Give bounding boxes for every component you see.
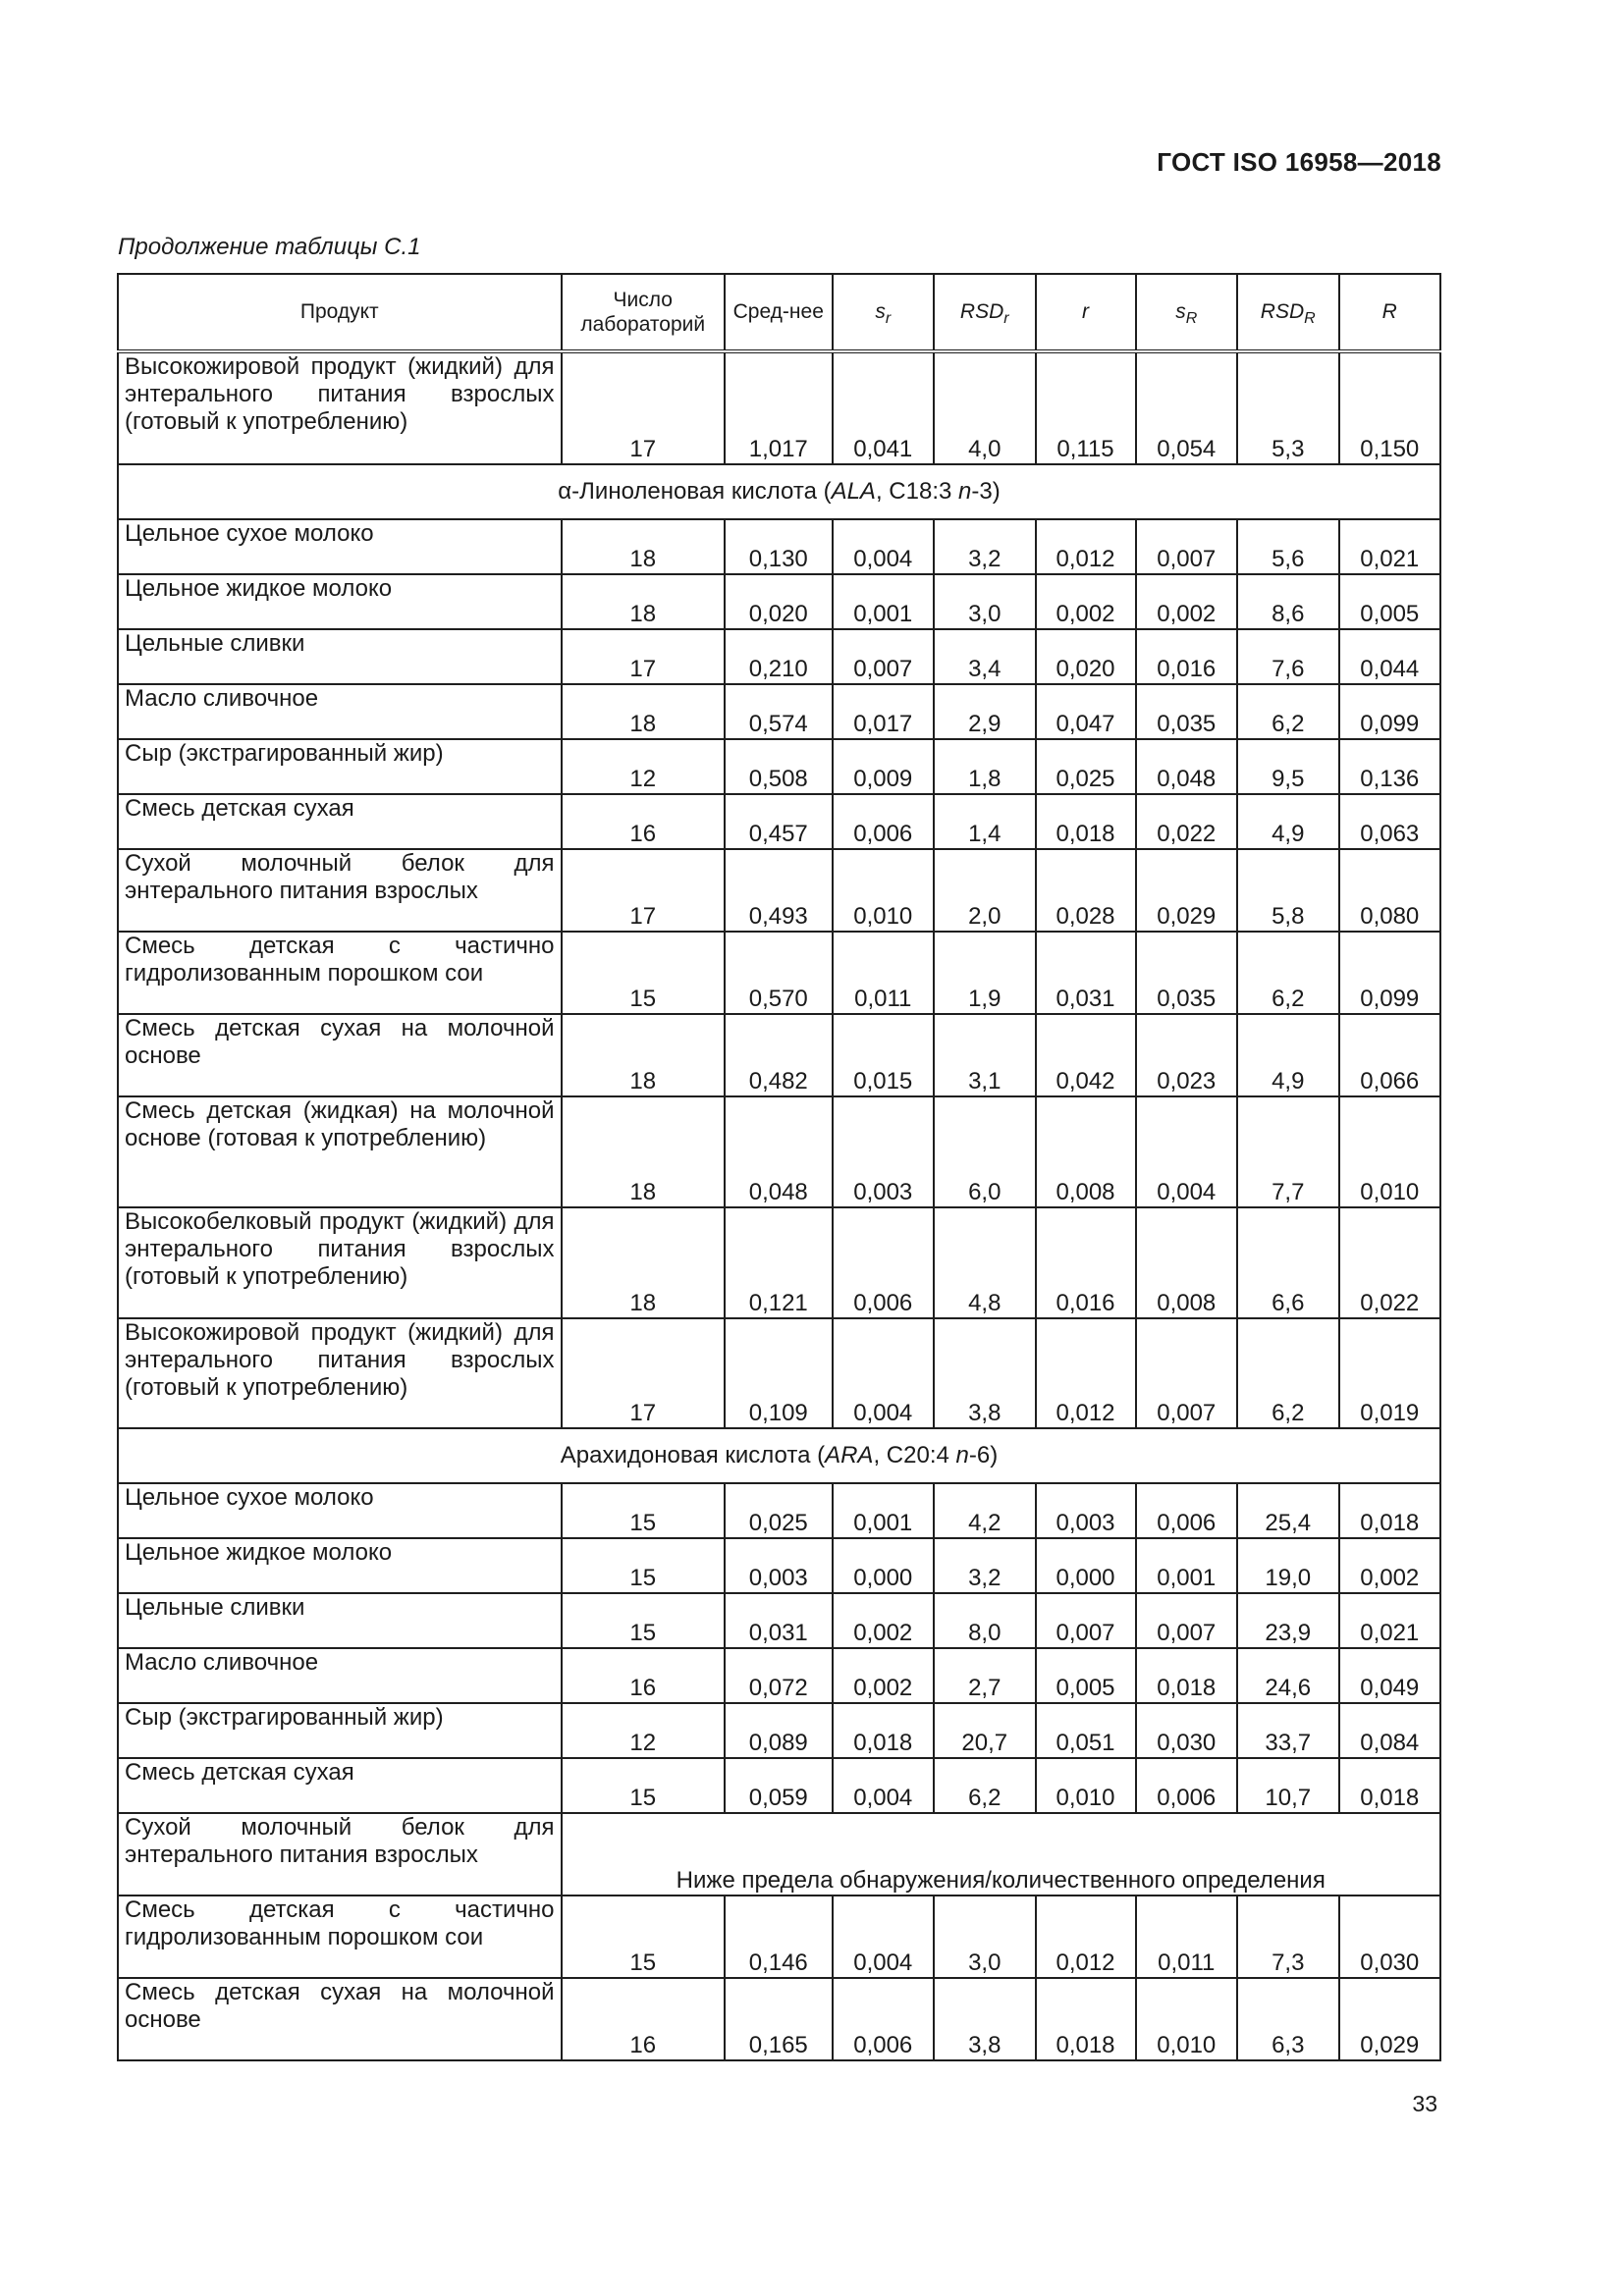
- product-cell: Смесь детская сухая: [118, 1758, 562, 1813]
- value-cell: 0,015: [833, 1014, 935, 1096]
- value-cell: 0,008: [1036, 1096, 1136, 1207]
- product-cell: Смесь детская сухая на молочной основе: [118, 1014, 562, 1096]
- value-cell: 12: [562, 1703, 726, 1758]
- table-row: [118, 519, 1440, 574]
- value-cell: 7,3: [1237, 1896, 1339, 1978]
- value-cell: 0,012: [1036, 1896, 1136, 1978]
- value-cell: 0,025: [725, 1483, 833, 1538]
- value-cell: 5,8: [1237, 849, 1339, 932]
- value-cell: 0,042: [1036, 1014, 1136, 1096]
- table-row: [118, 1813, 1440, 1896]
- value-cell: 4,2: [934, 1483, 1036, 1538]
- value-cell: 0,007: [1136, 1318, 1238, 1428]
- value-cell: 0,004: [1136, 1096, 1238, 1207]
- table-row: [118, 849, 1440, 932]
- table-row: [118, 1648, 1440, 1703]
- value-cell: 3,0: [934, 574, 1036, 629]
- value-cell: 0,004: [833, 1758, 935, 1813]
- value-cell: 0,021: [1339, 1593, 1441, 1648]
- value-cell: 10,7: [1237, 1758, 1339, 1813]
- value-cell: 17: [562, 849, 726, 932]
- value-cell: 0,059: [725, 1758, 833, 1813]
- value-cell: 0,017: [833, 684, 935, 739]
- product-cell: Сухой молочный белок для энтерального питания взрослых: [118, 1813, 562, 1896]
- value-cell: 0,020: [725, 574, 833, 629]
- value-cell: 0,008: [1136, 1207, 1238, 1318]
- value-cell: 0,109: [725, 1318, 833, 1428]
- value-cell: 24,6: [1237, 1648, 1339, 1703]
- col-header-r: r: [1036, 274, 1136, 351]
- value-cell: 2,9: [934, 684, 1036, 739]
- product-cell: Цельное сухое молоко: [118, 519, 562, 574]
- value-cell: 3,2: [934, 1538, 1036, 1593]
- value-cell: 7,7: [1237, 1096, 1339, 1207]
- value-cell: 1,8: [934, 739, 1036, 794]
- data-table: [117, 273, 1441, 2061]
- value-cell: 15: [562, 1483, 726, 1538]
- product-cell: Цельные сливки: [118, 1593, 562, 1648]
- value-cell: 3,0: [934, 1896, 1036, 1978]
- table-row: [118, 1207, 1440, 1318]
- value-cell: 0,022: [1136, 794, 1238, 849]
- value-cell: 9,5: [1237, 739, 1339, 794]
- product-cell: Масло сливочное: [118, 1648, 562, 1703]
- table-row: [118, 1014, 1440, 1096]
- value-cell: 0,007: [1136, 1593, 1238, 1648]
- value-cell: 0,482: [725, 1014, 833, 1096]
- value-cell: 7,6: [1237, 629, 1339, 684]
- product-cell: Высокожировой продукт (жидкий) для энтерального питания взрослых (готовый к употреблению): [118, 1318, 562, 1428]
- value-cell: 15: [562, 932, 726, 1014]
- value-cell: 0,048: [725, 1096, 833, 1207]
- value-cell: 16: [562, 1978, 726, 2060]
- value-cell: 0,130: [725, 519, 833, 574]
- value-cell: 6,2: [1237, 1318, 1339, 1428]
- value-cell: 0,048: [1136, 739, 1238, 794]
- note-cell: Ниже предела обнаружения/количественного определения: [562, 1813, 1441, 1896]
- value-cell: 0,012: [1036, 1318, 1136, 1428]
- value-cell: 0,002: [1136, 574, 1238, 629]
- value-cell: 15: [562, 1758, 726, 1813]
- value-cell: 15: [562, 1593, 726, 1648]
- value-cell: 0,018: [1036, 794, 1136, 849]
- value-cell: 0,006: [833, 1978, 935, 2060]
- value-cell: 0,005: [1036, 1648, 1136, 1703]
- value-cell: 15: [562, 1896, 726, 1978]
- value-cell: 0,006: [833, 794, 935, 849]
- value-cell: 0,012: [1036, 519, 1136, 574]
- table-row: [118, 1703, 1440, 1758]
- value-cell: 0,018: [1339, 1758, 1441, 1813]
- value-cell: 18: [562, 574, 726, 629]
- value-cell: 0,018: [1136, 1648, 1238, 1703]
- value-cell: 15: [562, 1538, 726, 1593]
- product-cell: Масло сливочное: [118, 684, 562, 739]
- value-cell: 0,115: [1036, 351, 1136, 464]
- value-cell: 0,011: [833, 932, 935, 1014]
- col-header-product: Продукт: [118, 274, 562, 351]
- col-header-rsdR: $RSD_R$: [1237, 274, 1339, 351]
- col-header-sr: $s_r$: [833, 274, 935, 351]
- value-cell: 0,493: [725, 849, 833, 932]
- value-cell: 0,066: [1339, 1014, 1441, 1096]
- value-cell: 0,006: [1136, 1483, 1238, 1538]
- table-row: [118, 794, 1440, 849]
- value-cell: 0,030: [1136, 1703, 1238, 1758]
- table-row: [118, 574, 1440, 629]
- value-cell: 0,054: [1136, 351, 1238, 464]
- product-cell: Смесь детская сухая на молочной основе: [118, 1978, 562, 2060]
- table-row: [118, 1096, 1440, 1207]
- value-cell: 0,023: [1136, 1014, 1238, 1096]
- col-header-R: R: [1339, 274, 1441, 351]
- product-cell: Цельные сливки: [118, 629, 562, 684]
- product-cell: Смесь детская с частично гидролизованным порошком сои: [118, 932, 562, 1014]
- product-cell: Цельное жидкое молоко: [118, 1538, 562, 1593]
- value-cell: 1,4: [934, 794, 1036, 849]
- value-cell: 0,018: [833, 1703, 935, 1758]
- product-cell: Цельное сухое молоко: [118, 1483, 562, 1538]
- value-cell: 3,4: [934, 629, 1036, 684]
- value-cell: 6,6: [1237, 1207, 1339, 1318]
- table-header-row: [118, 274, 1440, 351]
- table-row: [118, 1758, 1440, 1813]
- value-cell: 1,9: [934, 932, 1036, 1014]
- value-cell: 0,016: [1036, 1207, 1136, 1318]
- value-cell: 16: [562, 794, 726, 849]
- value-cell: 4,0: [934, 351, 1036, 464]
- value-cell: 0,018: [1036, 1978, 1136, 2060]
- product-cell: Сухой молочный белок для энтерального питания взрослых: [118, 849, 562, 932]
- value-cell: 18: [562, 1207, 726, 1318]
- value-cell: 3,8: [934, 1978, 1036, 2060]
- value-cell: 0,009: [833, 739, 935, 794]
- product-cell: Цельное жидкое молоко: [118, 574, 562, 629]
- table-row: [118, 1318, 1440, 1428]
- value-cell: 0,049: [1339, 1648, 1441, 1703]
- value-cell: 3,8: [934, 1318, 1036, 1428]
- value-cell: 1,017: [725, 351, 833, 464]
- value-cell: 0,003: [833, 1096, 935, 1207]
- value-cell: 3,2: [934, 519, 1036, 574]
- value-cell: 23,9: [1237, 1593, 1339, 1648]
- value-cell: 0,003: [725, 1538, 833, 1593]
- value-cell: 0,003: [1036, 1483, 1136, 1538]
- value-cell: 18: [562, 684, 726, 739]
- section-header-row: [118, 464, 1440, 519]
- table-row: [118, 684, 1440, 739]
- value-cell: 0,007: [833, 629, 935, 684]
- value-cell: 17: [562, 629, 726, 684]
- value-cell: 0,031: [1036, 932, 1136, 1014]
- section-title: α-Линоленовая кислота (ALA, С18:3 n-3): [118, 464, 1440, 519]
- value-cell: 5,3: [1237, 351, 1339, 464]
- value-cell: 0,028: [1036, 849, 1136, 932]
- value-cell: 0,016: [1136, 629, 1238, 684]
- value-cell: 33,7: [1237, 1703, 1339, 1758]
- value-cell: 5,6: [1237, 519, 1339, 574]
- value-cell: 0,002: [833, 1648, 935, 1703]
- value-cell: 17: [562, 1318, 726, 1428]
- value-cell: 0,005: [1339, 574, 1441, 629]
- value-cell: 12: [562, 739, 726, 794]
- value-cell: 0,004: [833, 519, 935, 574]
- value-cell: 0,031: [725, 1593, 833, 1648]
- product-cell: Сыр (экстрагированный жир): [118, 1703, 562, 1758]
- col-header-sR: $s_R$: [1136, 274, 1238, 351]
- product-cell: Высокожировой продукт (жидкий) для энтерального питания взрослых (готовый к употреблению): [118, 351, 562, 464]
- value-cell: 18: [562, 519, 726, 574]
- value-cell: 0,004: [833, 1896, 935, 1978]
- value-cell: 0,150: [1339, 351, 1441, 464]
- table-row: [118, 1538, 1440, 1593]
- value-cell: 18: [562, 1014, 726, 1096]
- value-cell: 0,010: [1136, 1978, 1238, 2060]
- value-cell: 0,025: [1036, 739, 1136, 794]
- product-cell: Сыр (экстрагированный жир): [118, 739, 562, 794]
- table-row: [118, 739, 1440, 794]
- document-code: ГОСТ ISO 16958—2018: [1157, 147, 1441, 177]
- value-cell: 0,099: [1339, 684, 1441, 739]
- value-cell: 0,029: [1136, 849, 1238, 932]
- value-cell: 0,072: [725, 1648, 833, 1703]
- value-cell: 0,136: [1339, 739, 1441, 794]
- value-cell: 0,030: [1339, 1896, 1441, 1978]
- value-cell: 0,010: [1339, 1096, 1441, 1207]
- value-cell: 0,047: [1036, 684, 1136, 739]
- value-cell: 0,121: [725, 1207, 833, 1318]
- value-cell: 0,019: [1339, 1318, 1441, 1428]
- product-cell: Смесь детская сухая: [118, 794, 562, 849]
- value-cell: 0,001: [1136, 1538, 1238, 1593]
- value-cell: 0,063: [1339, 794, 1441, 849]
- value-cell: 0,002: [833, 1593, 935, 1648]
- section-header-row: [118, 1428, 1440, 1483]
- value-cell: 0,020: [1036, 629, 1136, 684]
- value-cell: 0,010: [833, 849, 935, 932]
- value-cell: 0,006: [1136, 1758, 1238, 1813]
- value-cell: 0,029: [1339, 1978, 1441, 2060]
- value-cell: 0,080: [1339, 849, 1441, 932]
- value-cell: 0,018: [1339, 1483, 1441, 1538]
- value-cell: 4,9: [1237, 794, 1339, 849]
- value-cell: 0,570: [725, 932, 833, 1014]
- value-cell: 6,3: [1237, 1978, 1339, 2060]
- value-cell: 2,7: [934, 1648, 1036, 1703]
- table-row: [118, 1593, 1440, 1648]
- value-cell: 0,004: [833, 1318, 935, 1428]
- product-cell: Смесь детская (жидкая) на молочной основе (готовая к употреблению): [118, 1096, 562, 1207]
- value-cell: 0,035: [1136, 684, 1238, 739]
- value-cell: 25,4: [1237, 1483, 1339, 1538]
- table-row: [118, 1896, 1440, 1978]
- value-cell: 6,2: [1237, 684, 1339, 739]
- col-header-mean: Сред-нее: [725, 274, 833, 351]
- value-cell: 0,002: [1339, 1538, 1441, 1593]
- value-cell: 19,0: [1237, 1538, 1339, 1593]
- value-cell: 8,0: [934, 1593, 1036, 1648]
- value-cell: 6,2: [1237, 932, 1339, 1014]
- value-cell: 0,165: [725, 1978, 833, 2060]
- value-cell: 6,0: [934, 1096, 1036, 1207]
- value-cell: 0,010: [1036, 1758, 1136, 1813]
- value-cell: 0,508: [725, 739, 833, 794]
- value-cell: 0,574: [725, 684, 833, 739]
- product-cell: Высокобелковый продукт (жидкий) для энтерального питания взрослых (готовый к употреблению): [118, 1207, 562, 1318]
- value-cell: 0,000: [1036, 1538, 1136, 1593]
- value-cell: 0,007: [1136, 519, 1238, 574]
- value-cell: 2,0: [934, 849, 1036, 932]
- value-cell: 8,6: [1237, 574, 1339, 629]
- table-row: [118, 351, 1440, 464]
- value-cell: 4,9: [1237, 1014, 1339, 1096]
- value-cell: 0,051: [1036, 1703, 1136, 1758]
- value-cell: 16: [562, 1648, 726, 1703]
- value-cell: 0,210: [725, 629, 833, 684]
- value-cell: 0,011: [1136, 1896, 1238, 1978]
- value-cell: 0,001: [833, 1483, 935, 1538]
- value-cell: 0,089: [725, 1703, 833, 1758]
- value-cell: 0,084: [1339, 1703, 1441, 1758]
- table-row: [118, 1978, 1440, 2060]
- page-number: 33: [1412, 2091, 1437, 2116]
- value-cell: 0,007: [1036, 1593, 1136, 1648]
- section-title: Арахидоновая кислота (ARA, С20:4 n-6): [118, 1428, 1440, 1483]
- value-cell: 0,041: [833, 351, 935, 464]
- table-row: [118, 932, 1440, 1014]
- value-cell: 0,099: [1339, 932, 1441, 1014]
- value-cell: 4,8: [934, 1207, 1036, 1318]
- table-row: [118, 629, 1440, 684]
- value-cell: 0,035: [1136, 932, 1238, 1014]
- table-caption: Продолжение таблицы С.1: [118, 234, 421, 260]
- col-header-rsdr: $RSD_r$: [934, 274, 1036, 351]
- value-cell: 17: [562, 351, 726, 464]
- value-cell: 0,022: [1339, 1207, 1441, 1318]
- value-cell: 0,001: [833, 574, 935, 629]
- value-cell: 0,002: [1036, 574, 1136, 629]
- col-header-labs: Число лабораторий: [562, 274, 726, 351]
- value-cell: 20,7: [934, 1703, 1036, 1758]
- value-cell: 0,000: [833, 1538, 935, 1593]
- value-cell: 0,146: [725, 1896, 833, 1978]
- value-cell: 3,1: [934, 1014, 1036, 1096]
- value-cell: 0,021: [1339, 519, 1441, 574]
- value-cell: 0,006: [833, 1207, 935, 1318]
- table-row: [118, 1483, 1440, 1538]
- value-cell: 0,044: [1339, 629, 1441, 684]
- value-cell: 0,457: [725, 794, 833, 849]
- product-cell: Смесь детская с частично гидролизованным порошком сои: [118, 1896, 562, 1978]
- value-cell: 18: [562, 1096, 726, 1207]
- value-cell: 6,2: [934, 1758, 1036, 1813]
